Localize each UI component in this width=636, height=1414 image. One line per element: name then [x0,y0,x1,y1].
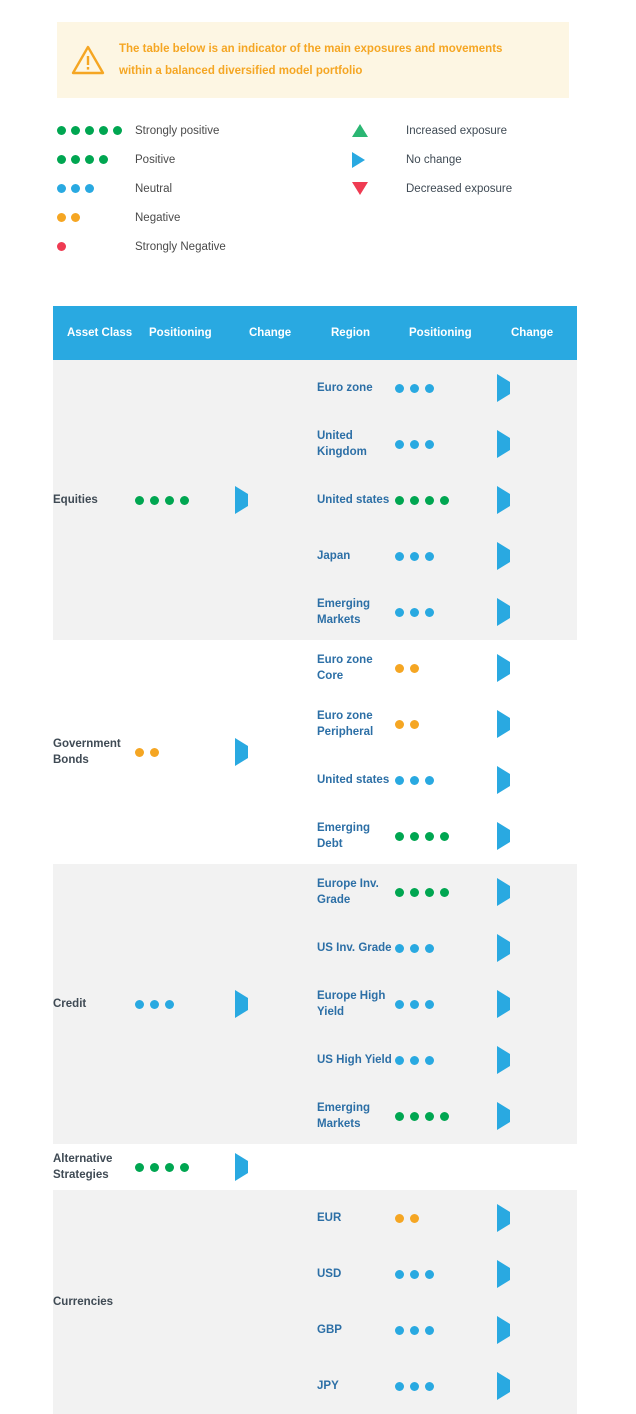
triangle-right-icon [497,1102,510,1130]
legend-item [57,203,226,232]
table-group-row [53,360,577,640]
asset-class-cell: Government Bonds [53,640,135,864]
asset-change-cell [235,1190,317,1414]
triangle-right-icon [235,486,248,514]
region-positioning-cell [395,1088,497,1144]
triangle-right-icon [497,1046,510,1074]
positioning-dots [395,720,497,729]
region-row [317,920,577,976]
positioning-dots [395,552,497,561]
region-positioning-cell [395,864,497,920]
legend-column-change [352,116,512,203]
triangle-right-icon [497,1372,510,1400]
positioning-dots [395,496,497,505]
region-change-cell [497,1190,577,1246]
region-positioning-cell [395,1190,497,1246]
region-change-cell [497,640,577,696]
region-row [317,360,577,416]
region-row [317,584,577,640]
asset-positioning-cell [135,864,235,1144]
region-positioning-cell [395,976,497,1032]
region-subtable-cell [317,1144,577,1190]
region-cell: United states [317,774,390,786]
positioning-dots [395,1270,497,1279]
notice-line-1: The table below is an indicator of the main exposures and movements [119,43,503,55]
asset-class-cell: Currencies [53,1190,135,1414]
region-change-cell [497,1302,577,1358]
positioning-dots [395,664,497,673]
region-change-cell [497,752,577,808]
region-change-cell [497,920,577,976]
region-row [317,808,577,864]
region-positioning-cell [395,808,497,864]
positioning-dots [395,944,497,953]
triangle-right-icon [497,822,510,850]
triangle-right-icon [235,738,248,766]
legend-label: Neutral [135,182,173,195]
region-positioning-cell [395,1358,497,1414]
triangle-right-icon [497,766,510,794]
table-group-row [53,640,577,864]
region-positioning-cell [395,696,497,752]
region-positioning-cell [395,1302,497,1358]
region-cell: Europe Inv. Grade [317,878,379,906]
triangle-right-icon [497,934,510,962]
positioning-dots [395,832,497,841]
region-change-cell [497,1358,577,1414]
region-subtable-cell [317,864,577,1144]
asset-class-cell: Credit [53,864,135,1144]
region-cell: United states [317,494,390,506]
triangle-right-icon [497,542,510,570]
notice-banner [57,22,569,98]
legend-column-positioning [57,116,226,261]
region-positioning-cell [395,528,497,584]
region-cell: Emerging Markets [317,1102,371,1130]
positioning-table [53,306,577,1414]
legend-label: Strongly Negative [135,240,226,253]
region-row [317,528,577,584]
triangle-right-icon [497,878,510,906]
triangle-right-icon [497,486,510,514]
region-subtable-cell [317,360,577,640]
notice-text [119,38,516,82]
region-positioning-cell [395,416,497,472]
region-positioning-cell [395,584,497,640]
positioning-dots [135,496,235,505]
legend-item [352,116,512,145]
legend-label: Negative [135,211,181,224]
positioning-dots [135,1163,235,1172]
table-group-row [53,864,577,1144]
legend-label: Increased exposure [406,124,508,137]
asset-positioning-cell [135,1144,235,1190]
positioning-dots [395,1000,497,1009]
asset-change-cell [235,1144,317,1190]
legend-item [57,232,226,261]
triangle-right-icon [352,152,406,168]
region-row [317,976,577,1032]
region-cell: Euro zone Peripheral [317,710,374,738]
asset-change-cell [235,864,317,1144]
positioning-dots [395,776,497,785]
region-positioning-cell [395,920,497,976]
table-group-row [53,1190,577,1414]
region-row [317,752,577,808]
region-row [317,640,577,696]
asset-positioning-cell [135,360,235,640]
legend-item [57,174,226,203]
region-row [317,1190,577,1246]
header-region: Region [317,306,395,360]
triangle-right-icon [497,1260,510,1288]
asset-class-cell: Alternative Strategies [53,1144,135,1190]
region-cell: JPY [317,1380,339,1392]
region-change-cell [497,864,577,920]
region-cell: United Kingdom [317,430,367,458]
positioning-dots [395,1326,497,1335]
region-cell: Japan [317,550,351,562]
region-positioning-cell [395,640,497,696]
region-change-cell [497,696,577,752]
region-cell: GBP [317,1324,342,1336]
region-row [317,1246,577,1302]
legend-dots-neutral [57,184,135,193]
positioning-dots [395,1382,497,1391]
asset-positioning-cell [135,640,235,864]
positioning-dots [395,1112,497,1121]
region-row [317,696,577,752]
positioning-dots [395,608,497,617]
region-cell: Emerging Debt [317,822,371,850]
header-positioning-2: Positioning [395,306,497,360]
legend-dots-positive [57,155,135,164]
region-subtable-cell [317,640,577,864]
table-header-row [53,306,577,360]
region-row [317,864,577,920]
region-row [317,472,577,528]
triangle-down-icon [352,182,406,195]
legend-label: Positive [135,153,176,166]
region-positioning-cell [395,360,497,416]
legend-label: No change [406,153,462,166]
legend-label: Decreased exposure [406,182,513,195]
positioning-dots [135,748,235,757]
region-row [317,1032,577,1088]
legend-dots-strongly-negative [57,242,135,251]
legend-dots-strongly-positive [57,126,135,135]
region-row [317,416,577,472]
asset-change-cell [235,640,317,864]
positioning-dots [395,1056,497,1065]
triangle-right-icon [497,990,510,1018]
region-positioning-cell [395,472,497,528]
legend-item [57,145,226,174]
region-change-cell [497,472,577,528]
region-cell: Euro zone Core [317,654,373,682]
region-change-cell [497,808,577,864]
region-row [317,1302,577,1358]
header-change-2: Change [497,306,577,360]
triangle-right-icon [497,1316,510,1344]
region-cell: US High Yield [317,1054,392,1066]
triangle-right-icon [497,374,510,402]
triangle-up-icon [352,124,406,137]
region-row [317,1358,577,1414]
region-subtable-cell [317,1190,577,1414]
positioning-dots [395,888,497,897]
region-change-cell [497,976,577,1032]
triangle-right-icon [497,1204,510,1232]
region-row [317,1088,577,1144]
warning-triangle-icon [57,44,119,76]
positioning-dots [395,1214,497,1223]
notice-line-2: within a balanced diversified model portfolio [119,65,363,77]
region-positioning-cell [395,752,497,808]
positioning-dots [135,1000,235,1009]
legend-item [57,116,226,145]
region-positioning-cell [395,1246,497,1302]
asset-class-cell: Equities [53,360,135,640]
triangle-right-icon [497,430,510,458]
asset-positioning-cell [135,1190,235,1414]
triangle-right-icon [235,1153,248,1181]
legend-label: Strongly positive [135,124,220,137]
region-positioning-cell [395,1032,497,1088]
region-change-cell [497,1246,577,1302]
region-change-cell [497,360,577,416]
region-cell: US Inv. Grade [317,942,392,954]
triangle-right-icon [497,654,510,682]
asset-change-cell [235,360,317,640]
region-change-cell [497,584,577,640]
triangle-right-icon [497,598,510,626]
region-cell: EUR [317,1212,342,1224]
triangle-right-icon [497,710,510,738]
positioning-dots [395,440,497,449]
region-change-cell [497,1088,577,1144]
table-group-row [53,1144,577,1190]
legend-item [352,145,512,174]
header-asset-class: Asset Class [53,306,135,360]
positioning-dots [395,384,497,393]
region-cell: Europe High Yield [317,990,386,1018]
legend-dots-negative [57,213,135,222]
header-positioning-1: Positioning [135,306,235,360]
region-change-cell [497,1032,577,1088]
legend-item [352,174,512,203]
region-cell: Emerging Markets [317,598,371,626]
region-change-cell [497,528,577,584]
region-change-cell [497,416,577,472]
region-cell: Euro zone [317,382,373,394]
region-cell: USD [317,1268,342,1280]
triangle-right-icon [235,990,248,1018]
header-change-1: Change [235,306,317,360]
